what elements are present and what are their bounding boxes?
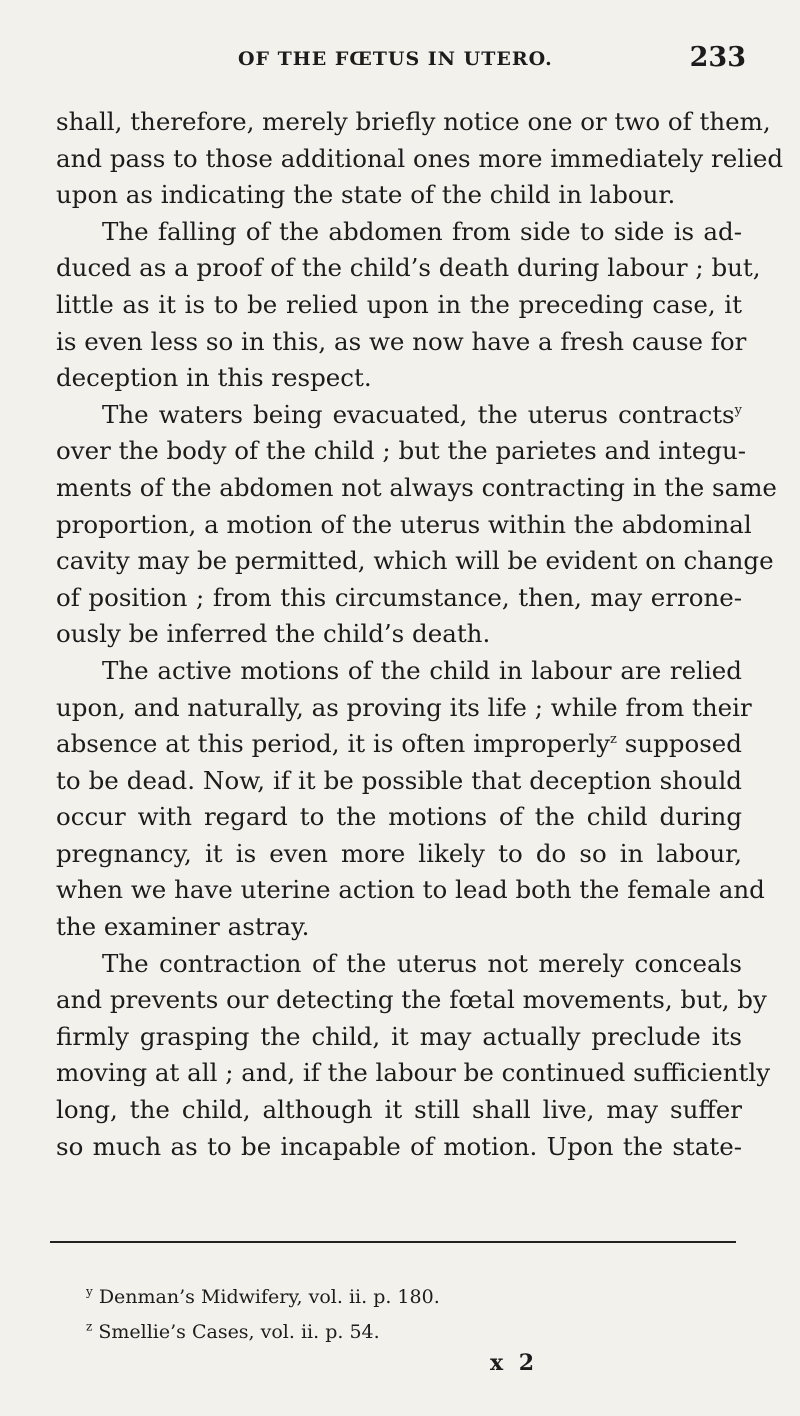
text-line: The active motions of the child in labour are relied [102, 655, 742, 685]
text-line: so much as to be incapable of motion. Upon the state- [56, 1131, 742, 1161]
footnote-z [86, 1315, 440, 1350]
text-line: cavity may be permitted, which will be evident on change [56, 546, 774, 576]
footnote-marker: z [86, 1319, 93, 1334]
text-line: occur with regard to the motions of the child during [56, 802, 742, 832]
text-line: upon, and naturally, as proving its life ; while from their [56, 692, 752, 722]
text-line: firmly grasping the child, it may actually preclude its [56, 1021, 742, 1051]
footnote-y [86, 1280, 440, 1315]
footnotes [86, 1280, 440, 1350]
text-line: duced as a proof of the child’s death during labour ; but, [56, 253, 761, 283]
text-line: long, the child, although it still shall live, may suffer [56, 1095, 742, 1125]
footnote-divider [50, 1241, 736, 1243]
footnote-marker: y [86, 1284, 93, 1299]
text-line: of position ; from this circumstance, then, may errone- [56, 582, 742, 612]
text-line: when we have uterine action to lead both the female and [56, 875, 765, 905]
text-segment: absence at this period, it is often improperly [56, 729, 610, 759]
footnote-text: Smellie’s Cases, vol. ii. p. 54. [92, 1321, 380, 1343]
page-header [60, 42, 746, 78]
text-line: proportion, a motion of the uterus within the abdominal [56, 509, 752, 539]
text-line [56, 397, 742, 434]
text-line: shall, therefore, merely briefly notice one or two of them, [56, 107, 771, 136]
text-line: over the body of the child ; but the parietes and integu- [56, 436, 747, 466]
text-line: little as it is to be relied upon in the preceding case, it [56, 289, 742, 319]
text-segment: The waters being evacuated, the uterus contracts [102, 399, 735, 429]
text-line: and prevents our detecting the fœtal movements, but, by [56, 985, 767, 1015]
text-line: ously be inferred the child’s death. [56, 619, 491, 649]
footnote-text: Denman’s Midwifery, vol. ii. p. 180. [92, 1286, 440, 1308]
signature-mark: x 2 [490, 1350, 539, 1376]
text-line: to be dead. Now, if it be possible that deception should [56, 765, 742, 795]
text-line: is even less so in this, as we now have a fresh cause for [56, 326, 747, 356]
footnote-ref-z[interactable]: z [610, 731, 617, 747]
text-line: The contraction of the uterus not merely conceals [102, 948, 742, 978]
text-line: and pass to those additional ones more immediately relied [56, 143, 784, 173]
text-line: upon as indicating the state of the child in labour. [56, 180, 676, 210]
page-number: 233 [689, 42, 746, 73]
text-line: ments of the abdomen not always contracting in the same [56, 472, 777, 502]
body-text [56, 104, 784, 1165]
text-line: The falling of the abdomen from side to side is ad- [102, 216, 742, 246]
text-segment: supposed [616, 729, 742, 759]
text-line: moving at all ; and, if the labour be continued sufficiently [56, 1058, 771, 1088]
running-title: OF THE FŒTUS IN UTERO. [238, 48, 553, 70]
text-line [56, 726, 742, 763]
text-line: pregnancy, it is even more likely to do so in labour, [56, 838, 742, 868]
footnote-ref-y[interactable]: y [734, 402, 742, 418]
text-line: deception in this respect. [56, 363, 372, 393]
text-line: the examiner astray. [56, 912, 310, 942]
